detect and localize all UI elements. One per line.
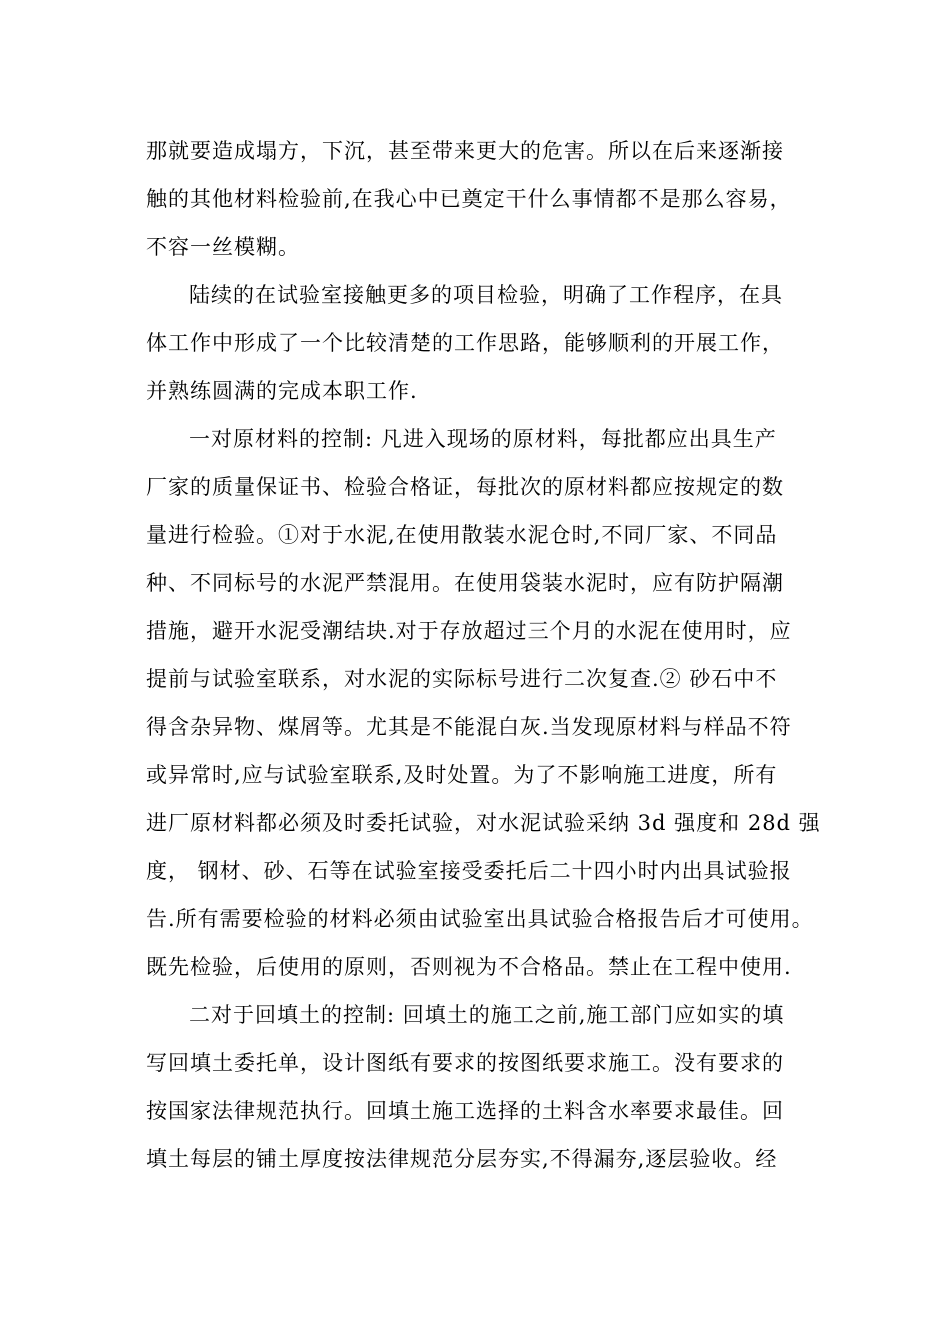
paragraph-2 [146,271,826,415]
text-line: 提前与试验室联系，对水泥的实际标号进行二次复查.② 砂石中不 [146,667,778,691]
text-line: 措施，避开水泥受潮结块.对于存放超过三个月的水泥在使用时，应 [146,619,792,643]
document-body [146,127,826,1183]
text-line: 得含杂异物、煤屑等。尤其是不能混白灰.当发现原材料与样品不符 [146,715,792,739]
text-line: 既先检验，后使用的原则，否则视为不合格品。禁止在工程中使用. [146,955,792,979]
text-line: 触的其他材料检验前,在我心中已奠定干什么事情都不是那么容易， [146,187,792,211]
text-line: 一对原材料的控制: 凡进入现场的原材料，每批都应出具生产 [189,427,777,451]
text-line: 量进行检验。①对于水泥,在使用散装水泥仓时,不同厂家、不同品 [146,523,778,547]
text-line: 并熟练圆满的完成本职工作. [146,379,418,403]
text-line: 种、不同标号的水泥严禁混用。在使用袋装水泥时，应有防护隔潮 [146,571,784,595]
text-line: 陆续的在试验室接触更多的项目检验，明确了工作程序，在具 [189,283,783,307]
text-line: 按国家法律规范执行。回填土施工选择的土料含水率要求最佳。回 [146,1099,784,1123]
text-line: 度， 钢材、砂、石等在试验室接受委托后二十四小时内出具试验报 [146,859,792,883]
text-line: 二对于回填土的控制: 回填土的施工之前,施工部门应如实的填 [189,1003,785,1027]
text-line: 写回填土委托单，设计图纸有要求的按图纸要求施工。没有要求的 [146,1051,784,1075]
text-line: 进厂原材料都必须及时委托试验，对水泥试验采纳 3d 强度和 28d 强 [146,811,821,835]
text-line: 那就要造成塌方，下沉，甚至带来更大的危害。所以在后来逐渐接 [146,139,784,163]
text-line: 不容一丝模糊。 [146,235,300,259]
text-line: 厂家的质量保证书、检验合格证，每批次的原材料都应按规定的数 [146,475,784,499]
text-line: 体工作中形成了一个比较清楚的工作思路，能够顺利的开展工作， [146,331,784,355]
text-line: 告.所有需要检验的材料必须由试验室出具试验合格报告后才可使用。 [146,907,814,931]
text-line: 或异常时,应与试验室联系,及时处置。为了不影响施工进度，所有 [146,763,778,787]
text-line: 填土每层的铺土厚度按法律规范分层夯实,不得漏夯,逐层验收。经 [146,1147,778,1171]
paragraph-3 [146,415,826,991]
paragraph-4 [146,991,826,1183]
paragraph-1 [146,127,826,271]
